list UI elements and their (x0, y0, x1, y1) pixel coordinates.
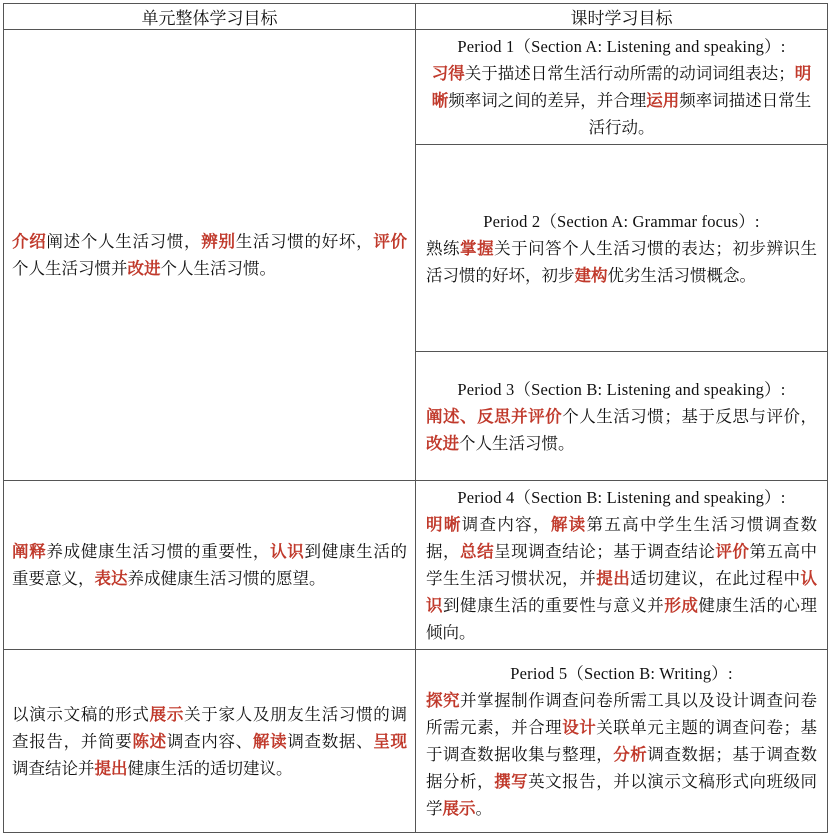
period-4-title: Period 4（Section B: Listening and speaking）: (457, 488, 786, 507)
period-1-title: Period 1（Section A: Listening and speaking）: (457, 37, 786, 56)
table-row (4, 30, 828, 145)
period-5-text (426, 687, 817, 822)
learning-goals-table (3, 3, 828, 833)
goal-text: 关于家人及朋友生活习惯的调查报告，并简要 (12, 704, 408, 751)
goal-text: 健康生活的心理倾向。 (426, 596, 818, 642)
goal-text: 关于问答个人生活习惯的表达；初步辨识生活习惯的好坏，初步 (426, 238, 818, 285)
keyword-verb: 表达 (94, 569, 128, 588)
period-1-cell (416, 30, 828, 145)
keyword-verb: 改进 (426, 433, 459, 453)
period-2-text (426, 235, 817, 289)
goal-text: 第五高中学生生活习惯调查数据， (426, 515, 818, 561)
keyword-verb: 建构 (574, 265, 608, 285)
unit-goal-3 (4, 650, 416, 833)
goal-text: 调查数据；基于调查数据分析， (426, 745, 818, 791)
period-4-cell (416, 481, 828, 650)
keyword-verb: 设计 (562, 718, 597, 737)
goal-text: 个人生活习惯。 (160, 259, 276, 278)
goal-text: 调查内容、 (166, 731, 253, 751)
goal-text: 。 (475, 799, 492, 818)
keyword-verb: 明晰 (426, 515, 462, 534)
goal-text: 调查结论并 (12, 758, 95, 778)
keyword-verb: 呈现 (373, 731, 408, 751)
goal-text: 关联单元主题的调查问卷；基于调查数据收集与整理， (426, 718, 818, 764)
period-4-text (426, 511, 817, 646)
keyword-verb: 运用 (646, 91, 680, 110)
goal-text: 调查数据、 (287, 731, 374, 751)
period-3-cell (416, 352, 828, 481)
keyword-verb: 展示 (442, 799, 476, 818)
keyword-verb: 撰写 (494, 772, 529, 791)
goal-text: 频率词描述日常生活行动。 (588, 91, 812, 137)
keyword-verb: 掌握 (460, 238, 495, 258)
goal-text: 个人生活习惯；基于反思与评价， (562, 406, 818, 426)
goal-text: 熟练 (426, 238, 461, 258)
keyword-verb: 评价 (373, 232, 408, 251)
goal-text: 个人生活习惯。 (459, 433, 575, 453)
keyword-verb: 习得 (431, 64, 465, 83)
period-2-cell (416, 145, 828, 352)
keyword-verb: 阐释 (12, 542, 47, 561)
goal-text: 到健康生活的重要意义， (12, 542, 408, 588)
keyword-verb: 解读 (550, 515, 587, 534)
unit-goal-2 (4, 481, 416, 650)
keyword-verb: 改进 (127, 259, 161, 278)
period-3-text (426, 403, 817, 457)
keyword-verb: 形成 (664, 596, 699, 615)
goal-text: 优劣生活习惯概念。 (607, 265, 756, 285)
goal-text: 并掌握制作调查问卷所需工具以及设计调查问卷所需元素，并合理 (426, 691, 818, 737)
goal-text: 适切建议，在此过程中 (630, 569, 801, 588)
table-row (4, 481, 828, 650)
goal-text: 个人生活习惯并 (12, 259, 128, 278)
keyword-verb: 解读 (252, 731, 288, 751)
goal-text: 第五高中学生生活习惯状况，并 (426, 542, 818, 588)
header-row (4, 4, 828, 30)
goal-text: 关于描述日常生活行动所需的动词词组表达； (464, 64, 795, 83)
keyword-verb: 展示 (149, 704, 185, 724)
period-5-cell (416, 650, 828, 833)
goal-text: 以演示文稿的形式 (12, 704, 150, 724)
goal-text: 健康生活的适切建议。 (127, 758, 293, 778)
keyword-verb: 认识 (426, 569, 818, 615)
keyword-verb: 评价 (715, 542, 750, 561)
goal-text: 生活习惯的好坏， (235, 232, 374, 251)
keyword-verb: 提出 (596, 569, 631, 588)
table-row (4, 650, 828, 833)
goal-text: 养成健康生活习惯的重要性， (46, 542, 271, 561)
goal-text: 阐述个人生活习惯， (46, 232, 202, 251)
period-1-text (426, 60, 817, 141)
period-2-title: Period 2（Section A: Grammar focus）: (483, 211, 760, 231)
unit-goal-1 (4, 30, 416, 481)
keyword-verb: 提出 (94, 758, 128, 778)
keyword-verb: 总结 (460, 542, 495, 561)
lesson-goals-header: 课时学习目标 (416, 4, 828, 30)
unit-goals-header: 单元整体学习目标 (4, 4, 416, 30)
goal-text: 频率词之间的差异，并合理 (448, 91, 647, 110)
goal-text: 调查内容， (461, 515, 551, 534)
keyword-verb: 介绍 (12, 232, 47, 251)
keyword-verb: 分析 (613, 745, 648, 764)
keyword-verb: 探究 (426, 691, 461, 710)
keyword-verb: 明晰 (431, 64, 812, 110)
keyword-verb: 阐述、反思并评价 (426, 406, 563, 426)
period-5-title: Period 5（Section B: Writing）: (510, 664, 733, 683)
keyword-verb: 认识 (270, 542, 305, 561)
goal-text: 英文报告，并以演示文稿形式向班级同学 (426, 772, 818, 818)
keyword-verb: 辨别 (201, 232, 236, 251)
goal-text: 到健康生活的重要性与意义并 (443, 596, 665, 615)
goal-text: 呈现调查结论；基于调查结论 (494, 542, 716, 561)
goal-text: 养成健康生活习惯的愿望。 (127, 569, 326, 588)
period-3-title: Period 3（Section B: Listening and speaking）: (457, 379, 786, 399)
keyword-verb: 陈述 (132, 731, 167, 751)
